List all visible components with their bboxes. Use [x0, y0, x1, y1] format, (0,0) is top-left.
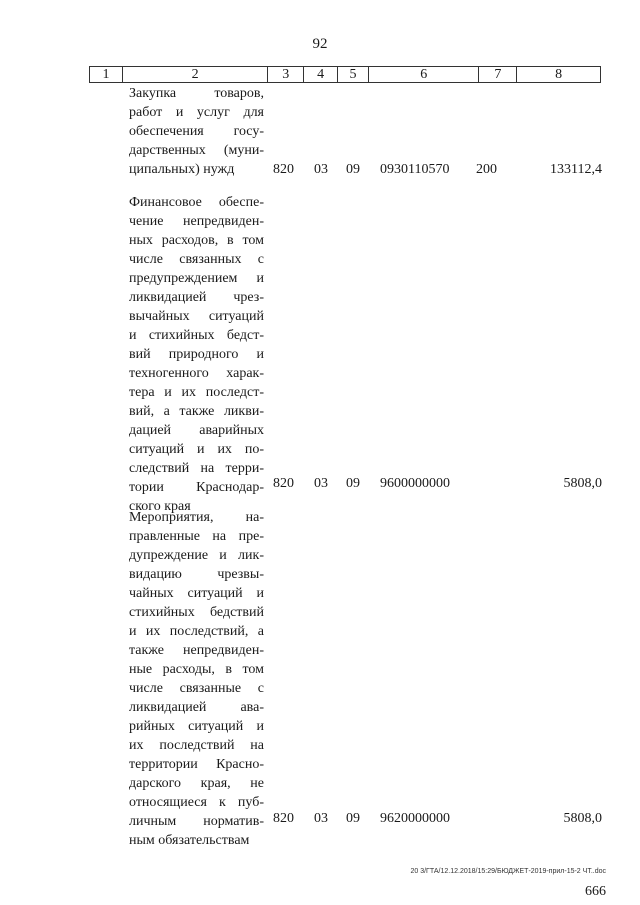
row-3-razd: 03 [314, 811, 328, 826]
row-2-line: вычайных ситуаций [129, 309, 264, 324]
row-2-line: ского края [129, 499, 191, 514]
row-3-description [129, 508, 264, 850]
row-2-line: чение непредвиден- [129, 214, 264, 229]
row-1-description [129, 84, 264, 179]
row-1-csr: 0930110570 [380, 162, 450, 177]
row-2-line: дацией аварийных [129, 423, 264, 438]
row-2-line: предупреждением и [129, 271, 264, 286]
row-1-line: дарственных (муни- [129, 143, 264, 158]
row-2-line: тера и их последст- [129, 385, 264, 400]
row-1-razd: 03 [314, 162, 328, 177]
row-3-csr: 9620000000 [380, 811, 450, 826]
footer-file-path: 20 3/ГТА/12.12.2018/15:29/БЮДЖЕТ-2019-прил-15-2 ЧТ..doc [410, 868, 606, 875]
row-3-line: Мероприятия, на- [129, 510, 264, 525]
row-2-line: следствий на терри- [129, 461, 264, 476]
row-2-line: ных расходов, в том [129, 233, 264, 248]
header-col-5: 5 [338, 67, 369, 82]
row-1-sum: 133112,4 [550, 162, 602, 177]
row-3-line: дарского края, не [129, 776, 264, 791]
row-3-line: их последствий на [129, 738, 264, 753]
row-2-description [129, 193, 264, 516]
row-1-line: обеспечения госу- [129, 124, 264, 139]
row-2-razd: 03 [314, 476, 328, 491]
row-3-line: личным норматив- [129, 814, 264, 829]
row-2-line: техногенного харак- [129, 366, 264, 381]
row-3-line: стихийных бедствий [129, 605, 264, 620]
row-3-line: ным обязательствам [129, 833, 250, 848]
footer-sheet-number: 666 [585, 884, 606, 899]
page-number: 92 [312, 36, 328, 52]
row-3-line: рийных ситуаций и [129, 719, 264, 734]
row-2-line: ситуаций и их по- [129, 442, 264, 457]
row-2-podrazd: 09 [346, 476, 360, 491]
row-2-line: вий природного и [129, 347, 264, 362]
row-1-vr: 200 [476, 162, 497, 177]
row-2-csr: 9600000000 [380, 476, 450, 491]
header-col-4: 4 [304, 67, 338, 82]
row-2-sum: 5808,0 [563, 476, 602, 491]
row-2-line: тории Краснодар- [129, 480, 264, 495]
row-3-sum: 5808,0 [563, 811, 602, 826]
row-1-line: ципальных) нужд [129, 162, 235, 177]
row-2-line: Финансовое обеспе- [129, 195, 264, 210]
row-2-line: и стихийных бедст- [129, 328, 264, 343]
row-3-line: чайных ситуаций и [129, 586, 264, 601]
row-3-line: числе связанные с [129, 681, 264, 696]
row-3-line: ные расходы, в том [129, 662, 264, 677]
row-3-podrazd: 09 [346, 811, 360, 826]
row-3-line: и их последствий, а [129, 624, 264, 639]
row-3-line: относящиеся к пуб- [129, 795, 264, 810]
header-col-2: 2 [123, 67, 268, 82]
row-3-line: правленные на пре- [129, 529, 264, 544]
row-2-line: ликвидацией чрез- [129, 290, 264, 305]
header-col-7: 7 [479, 67, 517, 82]
row-3-line: дупреждение и лик- [129, 548, 264, 563]
row-1-line: Закупка товаров, [129, 86, 264, 101]
table-header-row [89, 66, 601, 83]
row-1-podrazd: 09 [346, 162, 360, 177]
row-1-ved: 820 [273, 162, 294, 177]
header-col-3: 3 [268, 67, 304, 82]
row-2-ved: 820 [273, 476, 294, 491]
header-col-8: 8 [555, 67, 563, 82]
row-1-line: работ и услуг для [129, 105, 264, 120]
row-2-line: вий, а также ликви- [129, 404, 264, 419]
row-3-line: также непредвиден- [129, 643, 264, 658]
row-2-line: числе связанных с [129, 252, 264, 267]
header-col-6: 6 [369, 67, 480, 82]
row-3-line: территории Красно- [129, 757, 264, 772]
row-3-line: видацию чрезвы- [129, 567, 264, 582]
header-col-1: 1 [90, 67, 123, 82]
row-3-ved: 820 [273, 811, 294, 826]
row-3-line: ликвидацией ава- [129, 700, 264, 715]
